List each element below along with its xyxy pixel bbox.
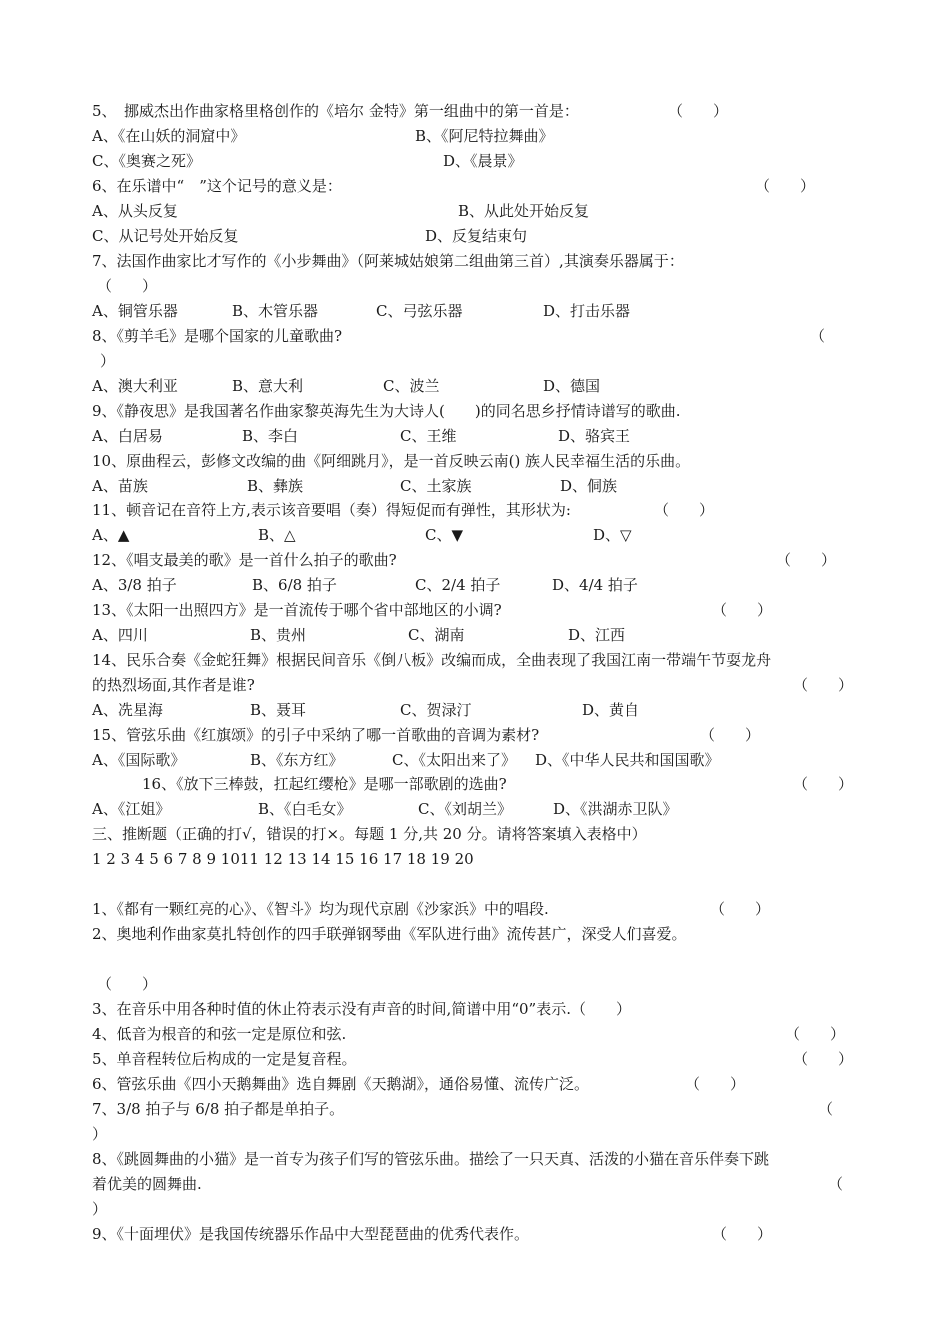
- q5-question: 5、 挪威杰出作曲家格里格创作的《培尔 金特》第一组曲中的第一首是：: [92, 102, 579, 120]
- q8-answer-blank-close: ）: [100, 352, 116, 370]
- q16-option-b: B、《白毛女》: [258, 800, 352, 818]
- q10-option-d: D、侗族: [560, 477, 618, 495]
- q12-option-c: C、2/4 拍子: [415, 576, 501, 594]
- q6-question: 6、在乐谱中“ ”这个记号的意义是：: [92, 177, 342, 195]
- tf8-statement-line1: 8、《跳圆舞曲的小猫》是一首专为孩子们写的管弦乐曲。描绘了一只天真、活泼的小猫在音乐伴奏下跳: [92, 1150, 770, 1168]
- q16-answer-blank: （ ）: [793, 775, 854, 793]
- q15-option-a: A、《国际歌》: [92, 751, 186, 769]
- q13-option-a: A、四川: [92, 626, 148, 644]
- q13-option-b: B、贵州: [250, 626, 307, 644]
- q12-option-d: D、4/4 拍子: [552, 576, 638, 594]
- q8-answer-blank-open: （: [810, 327, 826, 345]
- q15-option-b: B、《东方红》: [250, 751, 344, 769]
- tf5-statement: 5、单音程转位后构成的一定是复音程。: [92, 1050, 357, 1068]
- q13-option-d: D、江西: [568, 626, 626, 644]
- tf6-statement: 6、管弦乐曲《四小天鹅舞曲》选自舞剧《天鹅湖》，通俗易懂、流传广泛。: [92, 1075, 590, 1093]
- q7-option-b: B、木管乐器: [232, 302, 319, 320]
- tf7-answer-blank-close: ）: [92, 1125, 108, 1143]
- q11-option-b: B、△: [258, 526, 296, 544]
- q11-option-a: A、▲: [92, 526, 130, 544]
- q12-answer-blank: （ ）: [776, 551, 837, 569]
- q11-option-d: D、▽: [593, 526, 632, 544]
- q7-option-a: A、铜管乐器: [92, 302, 178, 320]
- tf8-answer-blank-open: （: [828, 1175, 844, 1193]
- q12-option-a: A、3/8 拍子: [92, 576, 177, 594]
- q15-question: 15、管弦乐曲《红旗颂》的引子中采纳了哪一首歌曲的音调为素材?: [92, 726, 540, 744]
- q7-question: 7、法国作曲家比才写作的《小步舞曲》（阿莱城姑娘第二组曲第三首）,其演奏乐器属于：: [92, 252, 684, 270]
- tf4-answer-blank: （ ）: [785, 1025, 846, 1043]
- q16-option-c: C、《刘胡兰》: [418, 800, 512, 818]
- q7-option-d: D、打击乐器: [543, 302, 631, 320]
- tf4-statement: 4、低音为根音的和弦一定是原位和弦.: [92, 1025, 347, 1043]
- q9-option-a: A、白居易: [92, 427, 163, 445]
- q10-option-c: C、土家族: [400, 477, 472, 495]
- q9-option-b: B、李白: [242, 427, 299, 445]
- q5-option-d: D、《晨景》: [443, 152, 523, 170]
- q9-question: 9、《静夜思》是我国著名作曲家黎英海先生为大诗人( )的同名思乡抒情诗谱写的歌曲.: [92, 402, 681, 420]
- tf7-statement: 7、3/8 拍子与 6/8 拍子都是单拍子。: [92, 1100, 345, 1118]
- tf7-answer-blank-open: （: [818, 1100, 834, 1118]
- tf3-statement: 3、在音乐中用各种时值的休止符表示没有声音的时间,简谱中用“0”表示.（ ）: [92, 1000, 631, 1018]
- q15-answer-blank: （ ）: [700, 726, 761, 744]
- q8-option-c: C、波兰: [383, 377, 440, 395]
- q13-question: 13、《太阳一出照四方》是一首流传于哪个省中部地区的小调?: [92, 601, 502, 619]
- q5-answer-blank: （ ）: [668, 102, 729, 120]
- q6-answer-blank: （ ）: [755, 177, 816, 195]
- q8-question: 8、《剪羊毛》是哪个国家的儿童歌曲?: [92, 327, 343, 345]
- q10-option-b: B、彝族: [247, 477, 304, 495]
- q11-option-c: C、▼: [425, 526, 464, 544]
- tf9-statement: 9、《十面埋伏》是我国传统器乐作品中大型琵琶曲的优秀代表作。: [92, 1225, 530, 1243]
- q14-option-b: B、聂耳: [250, 701, 307, 719]
- q10-question: 10、原曲程云，彭修文改编的曲《阿细跳月》，是一首反映云南() 族人民幸福生活的乐曲。: [92, 452, 691, 470]
- tf9-answer-blank: （ ）: [712, 1225, 773, 1243]
- section3-heading: 三、推断题（正确的打√，错误的打×。每题 1 分,共 20 分。请将答案填入表格中）: [92, 825, 647, 843]
- q14-option-a: A、冼星海: [92, 701, 163, 719]
- q14-question-line2: 的热烈场面,其作者是谁?: [92, 676, 255, 694]
- q15-option-c: C、《太阳出来了》: [392, 751, 516, 769]
- tf6-answer-blank: （ ）: [685, 1075, 746, 1093]
- tf1-answer-blank: （ ）: [710, 900, 771, 918]
- tf5-answer-blank: （ ）: [793, 1050, 854, 1068]
- q9-option-d: D、骆宾王: [558, 427, 631, 445]
- tf8-statement-line2: 着优美的圆舞曲.: [92, 1175, 202, 1193]
- q8-option-b: B、意大利: [232, 377, 304, 395]
- q12-question: 12、《唱支最美的歌》是一首什么拍子的歌曲?: [92, 551, 397, 569]
- q16-question: 16、《放下三棒鼓，扛起红缨枪》是哪一部歌剧的选曲?: [142, 775, 507, 793]
- q9-option-c: C、王维: [400, 427, 457, 445]
- tf2-statement: 2、奥地利作曲家莫扎特创作的四手联弹钢琴曲《军队进行曲》流传甚广，深受人们喜爱。: [92, 925, 687, 943]
- q14-question-line1: 14、民乐合奏《金蛇狂舞》根据民间音乐《倒八板》改编而成，全曲表现了我国江南一带端午节耍龙舟: [92, 651, 772, 669]
- q7-answer-blank: （ ）: [97, 277, 158, 295]
- q11-answer-blank: （ ）: [654, 501, 715, 519]
- q14-option-d: D、黄自: [582, 701, 640, 719]
- q16-option-a: A、《江姐》: [92, 800, 171, 818]
- q14-option-c: C、贺渌汀: [400, 701, 472, 719]
- q12-option-b: B、6/8 拍子: [252, 576, 337, 594]
- tf1-statement: 1、《都有一颗红亮的心》、《智斗》均为现代京剧《沙家浜》中的唱段.: [92, 900, 549, 918]
- answer-grid-numbers: 1 2 3 4 5 6 7 8 9 1011 12 13 14 15 16 17 18 19 20: [92, 850, 474, 868]
- q6-option-c: C、从记号处开始反复: [92, 227, 239, 245]
- q6-option-d: D、反复结束句: [425, 227, 528, 245]
- q6-option-a: A、从头反复: [92, 202, 178, 220]
- tf8-answer-blank-close: ）: [92, 1200, 108, 1218]
- q8-option-d: D、德国: [543, 377, 601, 395]
- q5-option-a: A、《在山妖的洞窟中》: [92, 127, 246, 145]
- q15-option-d: D、《中华人民共和国国歌》: [535, 751, 720, 769]
- q13-answer-blank: （ ）: [712, 601, 773, 619]
- q11-question: 11、顿音记在音符上方,表示该音要唱（奏）得短促而有弹性，其形状为:: [92, 501, 571, 519]
- q8-option-a: A、澳大利亚: [92, 377, 178, 395]
- q5-option-c: C、《奥赛之死》: [92, 152, 201, 170]
- q10-option-a: A、苗族: [92, 477, 148, 495]
- q6-option-b: B、从此处开始反复: [458, 202, 590, 220]
- q7-option-c: C、弓弦乐器: [376, 302, 463, 320]
- q5-option-b: B、《阿尼特拉舞曲》: [415, 127, 554, 145]
- q13-option-c: C、湖南: [408, 626, 465, 644]
- q16-option-d: D、《洪湖赤卫队》: [553, 800, 678, 818]
- tf2-answer-blank: （ ）: [97, 975, 158, 993]
- q14-answer-blank: （ ）: [793, 676, 854, 694]
